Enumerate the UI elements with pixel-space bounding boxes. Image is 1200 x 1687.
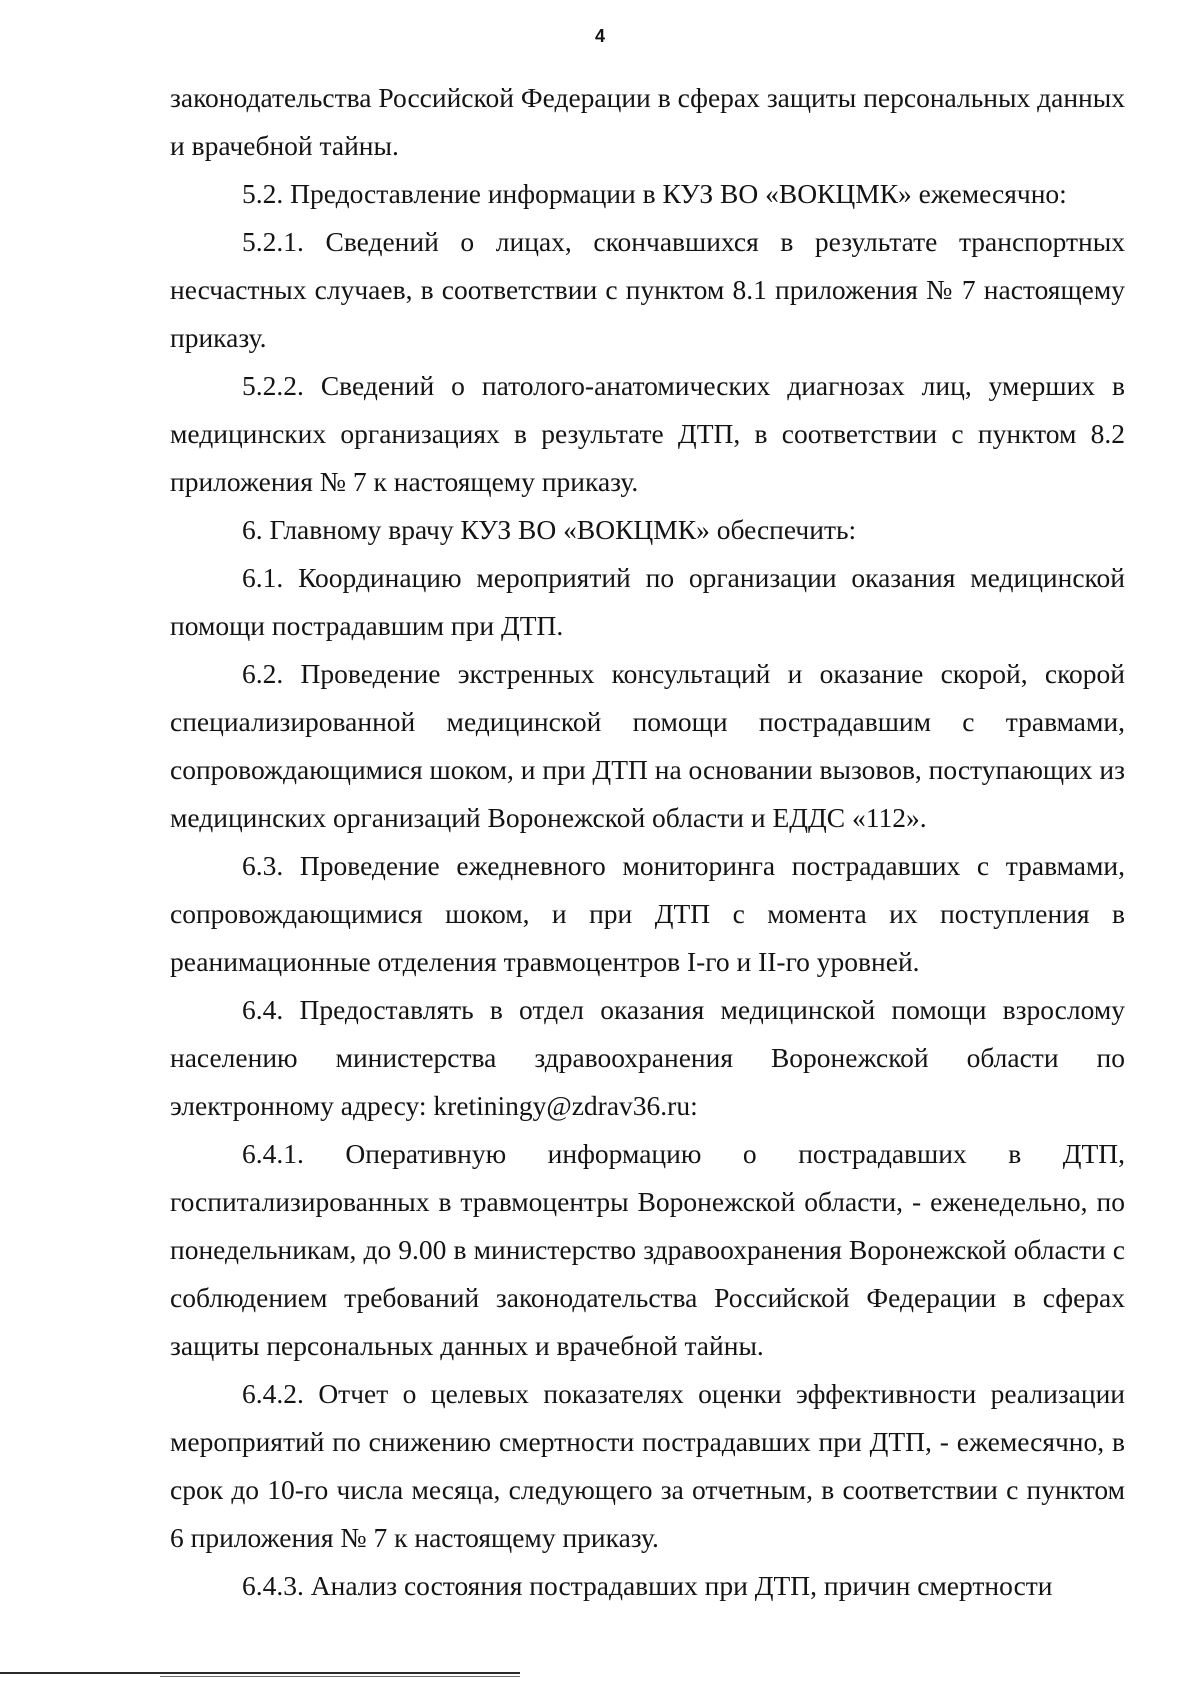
page-number: 4 <box>594 26 605 46</box>
document-body <box>170 74 1125 1610</box>
page-bottom-rule-secondary <box>160 1676 520 1677</box>
paragraph-6-1: 6.1. Координацию мероприятий по организации оказания медицинской помощи пострадавшим при ДТП. <box>170 562 1125 641</box>
paragraph-6-4: 6.4. Предоставлять в отдел оказания медицинской помощи взрослому населению министерства здравоохранения Воронежской области по электронному адресу: kretiningy@zdrav36.ru: <box>170 994 1125 1121</box>
paragraph-5-2: 5.2. Предоставление информации в КУЗ ВО «ВОКЦМК» ежемесячно: <box>242 178 1067 209</box>
paragraph-6-3: 6.3. Проведение ежедневного мониторинга пострадавших с травмами, сопровождающимися шоком, и при ДТП с момента их поступления в реанимационные отделения травмоцентров I-го и II-го уровней. <box>170 850 1125 977</box>
paragraph-6-2: 6.2. Проведение экстренных консультаций и оказание скорой, скорой специализированной медицинской помощи пострадавшим с травмами, сопровождающимися шоком, и при ДТП на основании вызовов, поступающих из медицинских организаций Воронежской области и ЕДДС «112». <box>170 658 1126 833</box>
paragraph-intro: законодательства Российской Федерации в сферах защиты персональных данных и врачебной тайны. <box>170 82 1125 161</box>
paragraph-5-2-2: 5.2.2. Сведений о патолого-анатомических диагнозах лиц, умерших в медицинских организациях в результате ДТП, в соответствии с пунктом 8.2 приложения № 7 к настоящему приказу. <box>170 370 1125 497</box>
paragraph-6-4-2: 6.4.2. Отчет о целевых показателях оценки эффективности реализации мероприятий по снижению смертности пострадавших при ДТП, - ежемесячно, в срок до 10-го числа месяца, следующего за отчетным, в соответствии с пунктом 6 приложения № 7 к настоящему приказу. <box>170 1378 1125 1553</box>
paragraph-6-4-3: 6.4.3. Анализ состояния пострадавших при ДТП, причин смертности <box>242 1570 1053 1601</box>
paragraph-6: 6. Главному врачу КУЗ ВО «ВОКЦМК» обеспечить: <box>242 514 857 545</box>
paragraph-6-4-1: 6.4.1. Оперативную информацию о пострадавших в ДТП, госпитализированных в травмоцентры Воронежской области, - еженедельно, по понедельникам, до 9.00 в министерство здравоохранения Воронежской области с соблюдением требований законодательства Российской Федерации в сферах защиты персональных данных и врачебной тайны. <box>170 1138 1125 1361</box>
page-bottom-rule <box>0 1672 520 1674</box>
paragraph-5-2-1: 5.2.1. Сведений о лицах, скончавшихся в результате транспортных несчастных случаев, в соответствии с пунктом 8.1 приложения № 7 настоящему приказу. <box>170 226 1125 353</box>
